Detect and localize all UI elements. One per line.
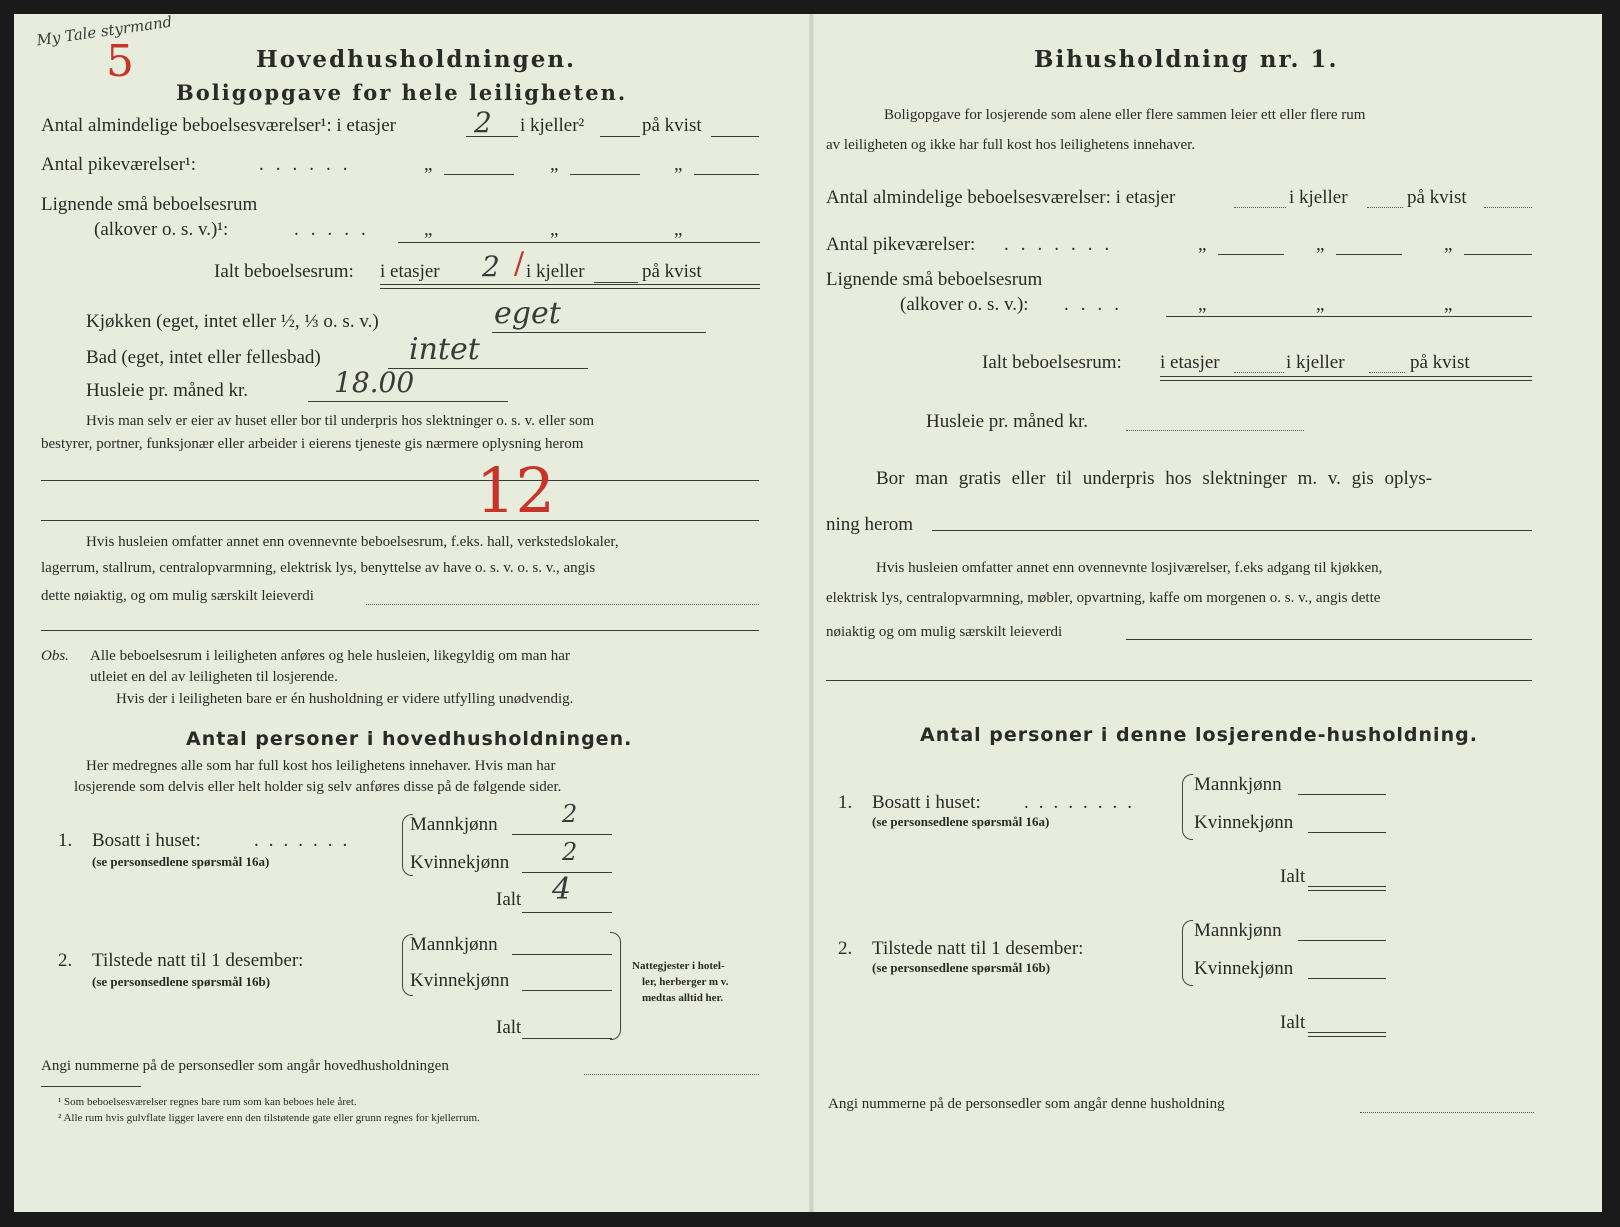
q1-total-value: 4: [552, 872, 572, 907]
page-title: Hovedhusholdningen.: [256, 46, 577, 73]
main-household-page: My Tale styrmand 5 Hovedhusholdningen. Boligopgave for hele leiligheten. Antal almindelige beboelsesværelser¹: i etasjer 2 i kjeller² på kvist Antal pikeværelser¹: ...... „ „ „ Lignende små beboelsesrum (alkover o. s. v.)¹: ..... „ „ „ Ialt beboelsesrum: i etasjer 2 / i kjeller på kvist Kjøkken (eget, intet eller ½, ⅓ o. s. v.) eget Bad (eget, intet eller fellesbad) intet Husleie pr. måned kr. 18.00 Hvis man selv er eier av huset eller bor til underpris hos slektninger o. s. v. eller som bestyrer, portner, funksjonær eller arbeider i eierens tjeneste gis nærmere oplysning herom 12 Hvis husleien omfatter annet enn ovennevnte beboelsesrum, f.eks. hall, verkstedslokaler, lagerrum, stallrum, centralopvarmning, elektrisk lys, benyttelse av have o. s. v. o. s. v., angis dette nøiaktig, og om mulig særskilt leieverdi Obs. Alle beboelsesrum i leiligheten anføres og hele husleien, likegyldig om man har utleiet en del av leiligheten til losjerende. Hvis der i leiligheten bare er én husholdning er videre utfylling unødvendig. Antal personer i hovedhusholdningen. Her medregnes alle som har full kost hos leilighetens innehaver. Hvis man har losjerende som delvis eller helt holder sig selv anføres disse på de følgende sider. 1. Bosatt i huset: ....... (se personsedlene spørsmål 16a) Mannkjønn 2 Kvinnekjønn 2 Ialt 4 2. Tilstede natt til 1 desember: (se personsedlene spørsmål 16b) Mannkjønn Kvinnekjønn Ialt Nattegjester i hotel- ler, herberger m v. medtas alltid her. Angi nummerne på de personsedler som angår hovedhusholdningen ¹ Som beboelsesværelser regnes bare rum som kan beboes hele året. ² Alle rum hvis gulvflate ligger lavere enn den tilstøtende gate eller grunn regnes for kjellerrum.: [14, 14, 809, 1212]
q1-label: Bosatt i huset:: [92, 830, 201, 851]
bath-value: intet: [409, 332, 480, 367]
red-number-center: 12: [476, 454, 555, 527]
census-form-sheet: [14, 14, 1602, 1212]
persons-title: Antal personer i hovedhusholdningen.: [186, 728, 633, 750]
right-persons-title: Antal personer i denne losjerende-husholdning.: [920, 724, 1478, 746]
total-etasjer-value: 2: [482, 250, 500, 283]
rooms-etasjer-value: 2: [474, 106, 492, 139]
small-rooms-label: Lignende små beboelsesrum: [41, 194, 258, 215]
sub-household-page: Bihusholdning nr. 1. Boligopgave for losjerende som alene eller flere sammen leier ett eller flere rum av leiligheten og ikke har full kost hos leilighetens innehaver. Antal almindelige beboelsesværelser: i etasjer i kjeller på kvist Antal pikeværelser: ....... „ „ „ Lignende små beboelsesrum (alkover o. s. v.): .... „ „ „ Ialt beboelsesrum: i etasjer i kjeller på kvist Husleie pr. måned kr. Bor man gratis eller til underpris hos slektninger m. v. gis oplys- ning herom Hvis husleien omfatter annet enn ovennevnte losjiværelser, f.eks adgang til kjøkken, elektrisk lys, centralopvarmning, møbler, opvartning, kaffe om morgenen o. s. v., angis dette nøiaktig og om mulig særskilt leieverdi Antal personer i denne losjerende-husholdning. 1. Bosatt i huset: ........ (se personsedlene spørsmål 16a) Mannkjønn Kvinnekjønn Ialt 2. Tilstede natt til 1 desember: (se personsedlene spørsmål 16b) Mannkjønn Kvinnekjønn Ialt Angi nummerne på de personsedler som angår denne husholdning: [814, 14, 1602, 1212]
q1-male-value: 2: [562, 800, 578, 828]
margin-note: My Tale styrmand: [35, 12, 174, 50]
q1-female-value: 2: [562, 838, 578, 866]
kitchen-label: Kjøkken (eget, intet eller ½, ⅓ o. s. v.): [86, 311, 379, 332]
rent-label: Husleie pr. måned kr.: [86, 380, 248, 401]
rooms-label: Antal almindelige beboelsesværelser¹: i etasjer: [41, 115, 396, 136]
maid-rooms-label: Antal pikeværelser¹:: [41, 154, 197, 175]
rent-value: 18.00: [334, 366, 415, 399]
right-page-title: Bihusholdning nr. 1.: [1034, 46, 1339, 73]
bath-label: Bad (eget, intet eller fellesbad): [86, 347, 321, 368]
q2-label: Tilstede natt til 1 desember:: [92, 950, 304, 971]
total-rooms-label: Ialt beboelsesrum:: [214, 261, 354, 282]
kitchen-value: eget: [494, 296, 561, 331]
angi-label: Angi nummerne på de personsedler som angår hovedhusholdningen: [41, 1058, 449, 1074]
rooms-kjeller-label: i kjeller²: [520, 115, 585, 136]
page-subtitle: Boligopgave for hele leiligheten.: [176, 80, 628, 105]
rooms-kvist-label: på kvist: [642, 115, 702, 136]
alcove-label: (alkover o. s. v.)¹:: [94, 219, 229, 240]
red-number-top: 5: [106, 36, 134, 87]
